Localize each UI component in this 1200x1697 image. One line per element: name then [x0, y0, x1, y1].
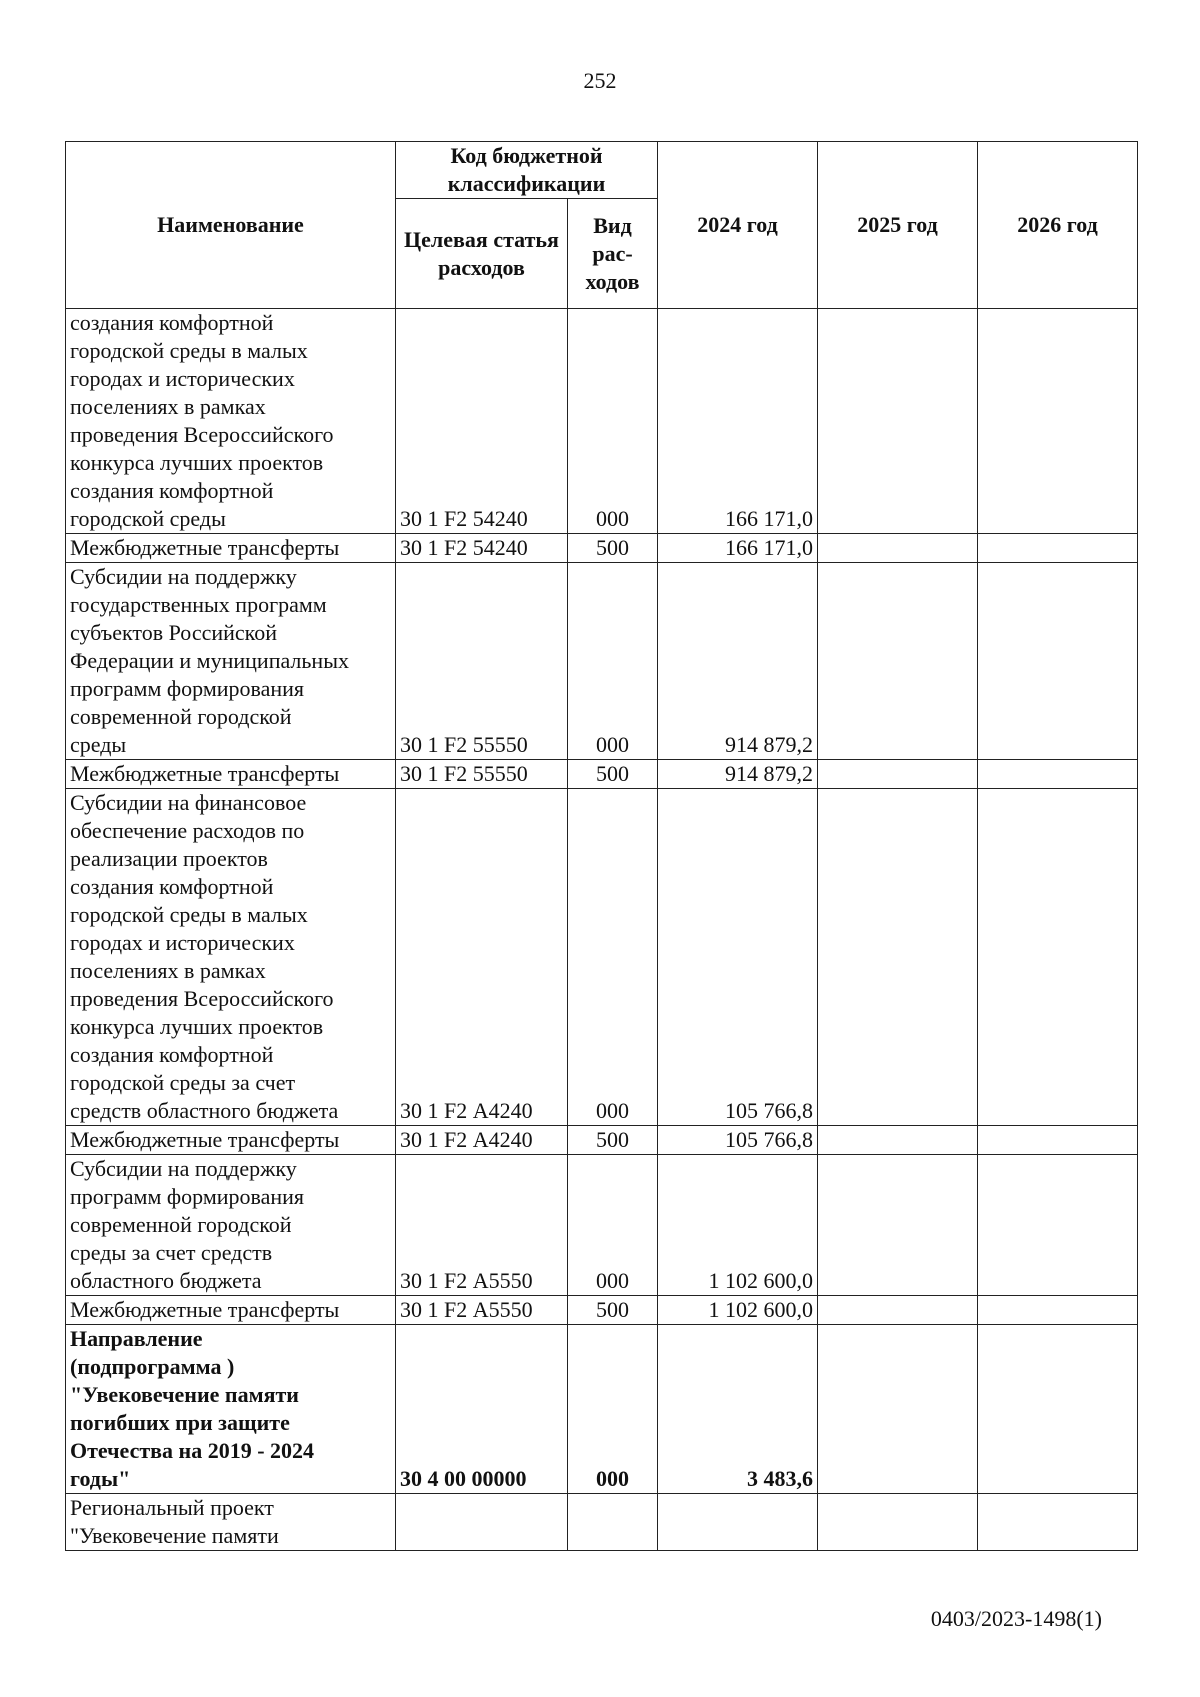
table-row: [66, 534, 1138, 563]
code-cell: 30 1 F2 А4240: [396, 1126, 568, 1155]
header-year-2024: 2024 год: [658, 142, 818, 309]
kind-cell: 500: [568, 1126, 658, 1155]
value-2026-cell: [978, 309, 1138, 534]
code-cell: [396, 1494, 568, 1551]
value-2025-cell: [818, 563, 978, 760]
value-2025-cell: [818, 1494, 978, 1551]
code-cell: 30 1 F2 55550: [396, 760, 568, 789]
name-cell: Направление (подпрограмма ) "Увековечение памяти погибших при защите Отечества на 2019 - 2024 годы": [66, 1325, 396, 1494]
name-cell: Межбюджетные трансферты: [66, 1296, 396, 1325]
value-2025-cell: [818, 789, 978, 1126]
header-name: Наименование: [66, 142, 396, 309]
value-2026-cell: [978, 534, 1138, 563]
value-2025-cell: [818, 1126, 978, 1155]
header-target-article: Целевая статья расходов: [396, 199, 568, 309]
table-row: [66, 1494, 1138, 1551]
kind-cell: 000: [568, 1325, 658, 1494]
value-2024-cell: 105 766,8: [658, 789, 818, 1126]
value-2024-cell: [658, 1494, 818, 1551]
kind-cell: 500: [568, 760, 658, 789]
value-2024-cell: 1 102 600,0: [658, 1296, 818, 1325]
name-cell: Межбюджетные трансферты: [66, 1126, 396, 1155]
value-2026-cell: [978, 1296, 1138, 1325]
value-2026-cell: [978, 563, 1138, 760]
name-cell: Субсидии на поддержку государственных программ субъектов Российской Федерации и муниципальных программ формирования современной городской среды: [66, 563, 396, 760]
value-2024-cell: 1 102 600,0: [658, 1155, 818, 1296]
header-year-2026: 2026 год: [978, 142, 1138, 309]
kind-cell: [568, 1494, 658, 1551]
table-body: [66, 309, 1138, 1551]
table-row: [66, 1325, 1138, 1494]
name-cell: Субсидии на финансовое обеспечение расходов по реализации проектов создания комфортной городской среды в малых городах и исторических поселениях в рамках проведения Всероссийского конкурса лучших проектов создания комфортной городской среды за счет средств областного бюджета: [66, 789, 396, 1126]
table-row: [66, 760, 1138, 789]
code-cell: 30 1 F2 А4240: [396, 789, 568, 1126]
table-row: [66, 1126, 1138, 1155]
value-2026-cell: [978, 1325, 1138, 1494]
value-2026-cell: [978, 789, 1138, 1126]
value-2025-cell: [818, 534, 978, 563]
kind-cell: 000: [568, 789, 658, 1126]
table-row: [66, 309, 1138, 534]
code-cell: 30 1 F2 А5550: [396, 1155, 568, 1296]
name-cell: Региональный проект "Увековечение памяти: [66, 1494, 396, 1551]
code-cell: 30 1 F2 55550: [396, 563, 568, 760]
value-2026-cell: [978, 1494, 1138, 1551]
header-expense-type: Вид рас-ходов: [568, 199, 658, 309]
value-2024-cell: 914 879,2: [658, 563, 818, 760]
table-row: [66, 1296, 1138, 1325]
value-2024-cell: 914 879,2: [658, 760, 818, 789]
code-cell: 30 4 00 00000: [396, 1325, 568, 1494]
document-code: 0403/2023-1498(1): [930, 1606, 1102, 1631]
page-number: 252: [583, 68, 617, 93]
value-2025-cell: [818, 760, 978, 789]
value-2026-cell: [978, 1155, 1138, 1296]
value-2025-cell: [818, 1325, 978, 1494]
table-row: [66, 1155, 1138, 1296]
value-2025-cell: [818, 1155, 978, 1296]
value-2024-cell: 3 483,6: [658, 1325, 818, 1494]
value-2026-cell: [978, 760, 1138, 789]
name-cell: Межбюджетные трансферты: [66, 760, 396, 789]
kind-cell: 500: [568, 1296, 658, 1325]
kind-cell: 500: [568, 534, 658, 563]
name-cell: Субсидии на поддержку программ формирования современной городской среды за счет средств областного бюджета: [66, 1155, 396, 1296]
code-cell: 30 1 F2 54240: [396, 534, 568, 563]
table-row: [66, 563, 1138, 760]
value-2024-cell: 105 766,8: [658, 1126, 818, 1155]
value-2025-cell: [818, 309, 978, 534]
value-2026-cell: [978, 1126, 1138, 1155]
code-cell: 30 1 F2 А5550: [396, 1296, 568, 1325]
name-cell: создания комфортной городской среды в малых городах и исторических поселениях в рамках проведения Всероссийского конкурса лучших проектов создания комфортной городской среды: [66, 309, 396, 534]
name-cell: Межбюджетные трансферты: [66, 534, 396, 563]
kind-cell: 000: [568, 309, 658, 534]
code-cell: 30 1 F2 54240: [396, 309, 568, 534]
value-2025-cell: [818, 1296, 978, 1325]
kind-cell: 000: [568, 563, 658, 760]
kind-cell: 000: [568, 1155, 658, 1296]
table-row: [66, 789, 1138, 1126]
header-year-2025: 2025 год: [818, 142, 978, 309]
budget-table: [65, 141, 1138, 1551]
value-2024-cell: 166 171,0: [658, 309, 818, 534]
header-budget-code: Код бюджетной классификации: [396, 142, 658, 199]
value-2024-cell: 166 171,0: [658, 534, 818, 563]
